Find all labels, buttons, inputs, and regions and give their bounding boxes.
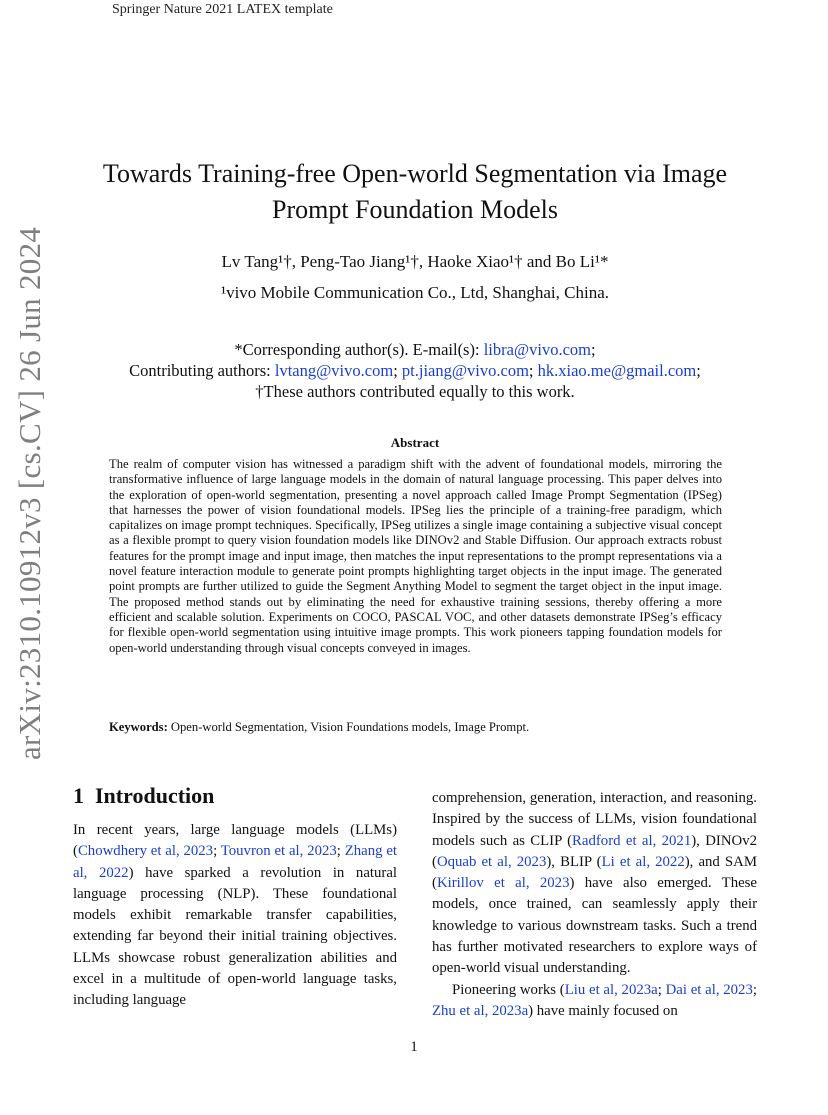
contributing-label: Contributing authors: — [129, 361, 275, 380]
email-link-lvtang[interactable]: lvtang@vivo.com — [274, 361, 394, 380]
body-text: ; — [336, 843, 345, 860]
author-list: Lv Tang¹†, Peng-Tao Jiang¹†, Haoke Xiao¹† and Bo Li¹* — [221, 252, 609, 271]
punct: ; — [528, 361, 538, 380]
body-text: ; — [213, 843, 221, 860]
body-text: ) have sparked a revolution in natural language processing (NLP). These foundational models exhibit remarkable transfer capabilities, extending far beyond their initial training objectives. LLMs showcase robust generalization abilities and excel in a multitude of open-world language tasks, including language — [73, 864, 397, 1009]
email-link-hkxiao[interactable]: hk.xiao.me@gmail.com — [537, 361, 697, 380]
paragraph — [432, 980, 757, 1023]
body-text: ), BLIP ( — [546, 853, 602, 870]
contributing-authors-line — [90, 360, 740, 381]
corresponding-label: *Corresponding author(s). E-mail(s): — [234, 340, 484, 359]
corresponding-author-line — [90, 339, 740, 360]
page-number: 1 — [410, 1039, 418, 1055]
body-text: ) have mainly focused on — [528, 1002, 678, 1019]
citation-link[interactable]: Zhang et al, 2022 — [73, 843, 398, 881]
corresponding-email-link[interactable]: libra@vivo.com — [483, 340, 591, 359]
keywords-line — [109, 720, 722, 735]
punct: ; — [696, 361, 701, 380]
citation-link[interactable]: Kirillov et al, 2023 — [436, 875, 570, 892]
body-text: In recent years, large language models (LLMs) ( — [73, 822, 397, 860]
running-header: Springer Nature 2021 LATEX template — [112, 2, 333, 17]
contact-block — [90, 339, 740, 402]
body-text: ; — [752, 981, 757, 998]
left-column-text — [73, 820, 397, 1012]
body-text: ; — [657, 981, 666, 998]
paper-title: Towards Training-free Open-world Segmentation via Image Prompt Foundation Models — [102, 159, 728, 224]
paragraph — [432, 788, 757, 980]
citation-link[interactable]: Radford et al, 2021 — [572, 832, 692, 849]
body-text: Pioneering works ( — [452, 981, 565, 998]
equal-contribution-note: †These authors contributed equally to this work. — [255, 382, 575, 401]
citation-link[interactable]: Zhu et al, 2023a — [432, 1002, 529, 1019]
citation-link[interactable]: Dai et al, 2023 — [665, 981, 753, 998]
affiliation: ¹vivo Mobile Communication Co., Ltd, Shanghai, China. — [220, 283, 610, 302]
arxiv-identifier: arXiv:2310.10912v3 [cs.CV] 26 Jun 2024 — [12, 226, 47, 760]
section-heading — [73, 783, 214, 809]
right-column-text — [432, 788, 757, 1022]
email-link-ptjiang[interactable]: pt.jiang@vivo.com — [401, 361, 529, 380]
keywords-text: Open-world Segmentation, Vision Foundations models, Image Prompt. — [167, 720, 530, 734]
section-title: Introduction — [95, 783, 215, 808]
section-number: 1 — [73, 783, 84, 808]
citation-link[interactable]: Li et al, 2022 — [601, 853, 685, 870]
keywords-label: Keywords: — [109, 720, 168, 734]
punct: ; — [591, 340, 596, 359]
abstract-heading: Abstract — [390, 435, 440, 450]
citation-link[interactable]: Chowdhery et al, 2023 — [77, 843, 214, 860]
abstract-body: The realm of computer vision has witnessed a paradigm shift with the advent of foundational models, mirroring the transformative influence of large language models in the domain of natural language processing. This paper delves into the exploration of open-world segmentation, presenting a novel approach called Image Prompt Segmentation (IPSeg) that harnesses the power of vision foundational models. IPSeg lies the principle of a training-free paradigm, which capitalizes on image prompt techniques. Specifically, IPSeg utilizes a single image containing a subjective visual concept as a flexible prompt to query vision foundation models like DINOv2 and Stable Diffusion. Our approach extracts robust features for the prompt image and input image, then matches the input representations to the prompt representations via a novel feature interaction module to generate point prompts highlighting target objects in the input image. The generated point prompts are further utilized to guide the Segment Anything Model to segment the target object in the input image. The proposed method stands out by eliminating the need for exhaustive training sessions, thereby offering a more efficient and scalable solution. Experiments on COCO, PASCAL VOC, and other datasets demonstrate IPSeg’s efficacy for flexible open-world segmentation using intuitive image prompts. This work pioneers tapping foundation models for open-world understanding through visual concepts conveyed in images. — [109, 457, 722, 655]
punct: ; — [393, 361, 402, 380]
citation-link[interactable]: Liu et al, 2023a — [564, 981, 658, 998]
citation-link[interactable]: Touvron et al, 2023 — [220, 843, 337, 860]
citation-link[interactable]: Oquab et al, 2023 — [436, 853, 547, 870]
body-text: ), and SAM ( — [432, 853, 757, 892]
body-text: ) have also emerged. These models, once trained, can seamlessly apply their knowledge to various downstream tasks. Such a trend has further motivated researchers to explore ways of open-world visual understanding. — [432, 875, 757, 977]
body-text: comprehension, generation, interaction, and reasoning. Inspired by the success of LLMs, vision foundational models such as CLIP ( — [432, 790, 757, 849]
body-text: ), DINOv2 ( — [432, 832, 757, 870]
